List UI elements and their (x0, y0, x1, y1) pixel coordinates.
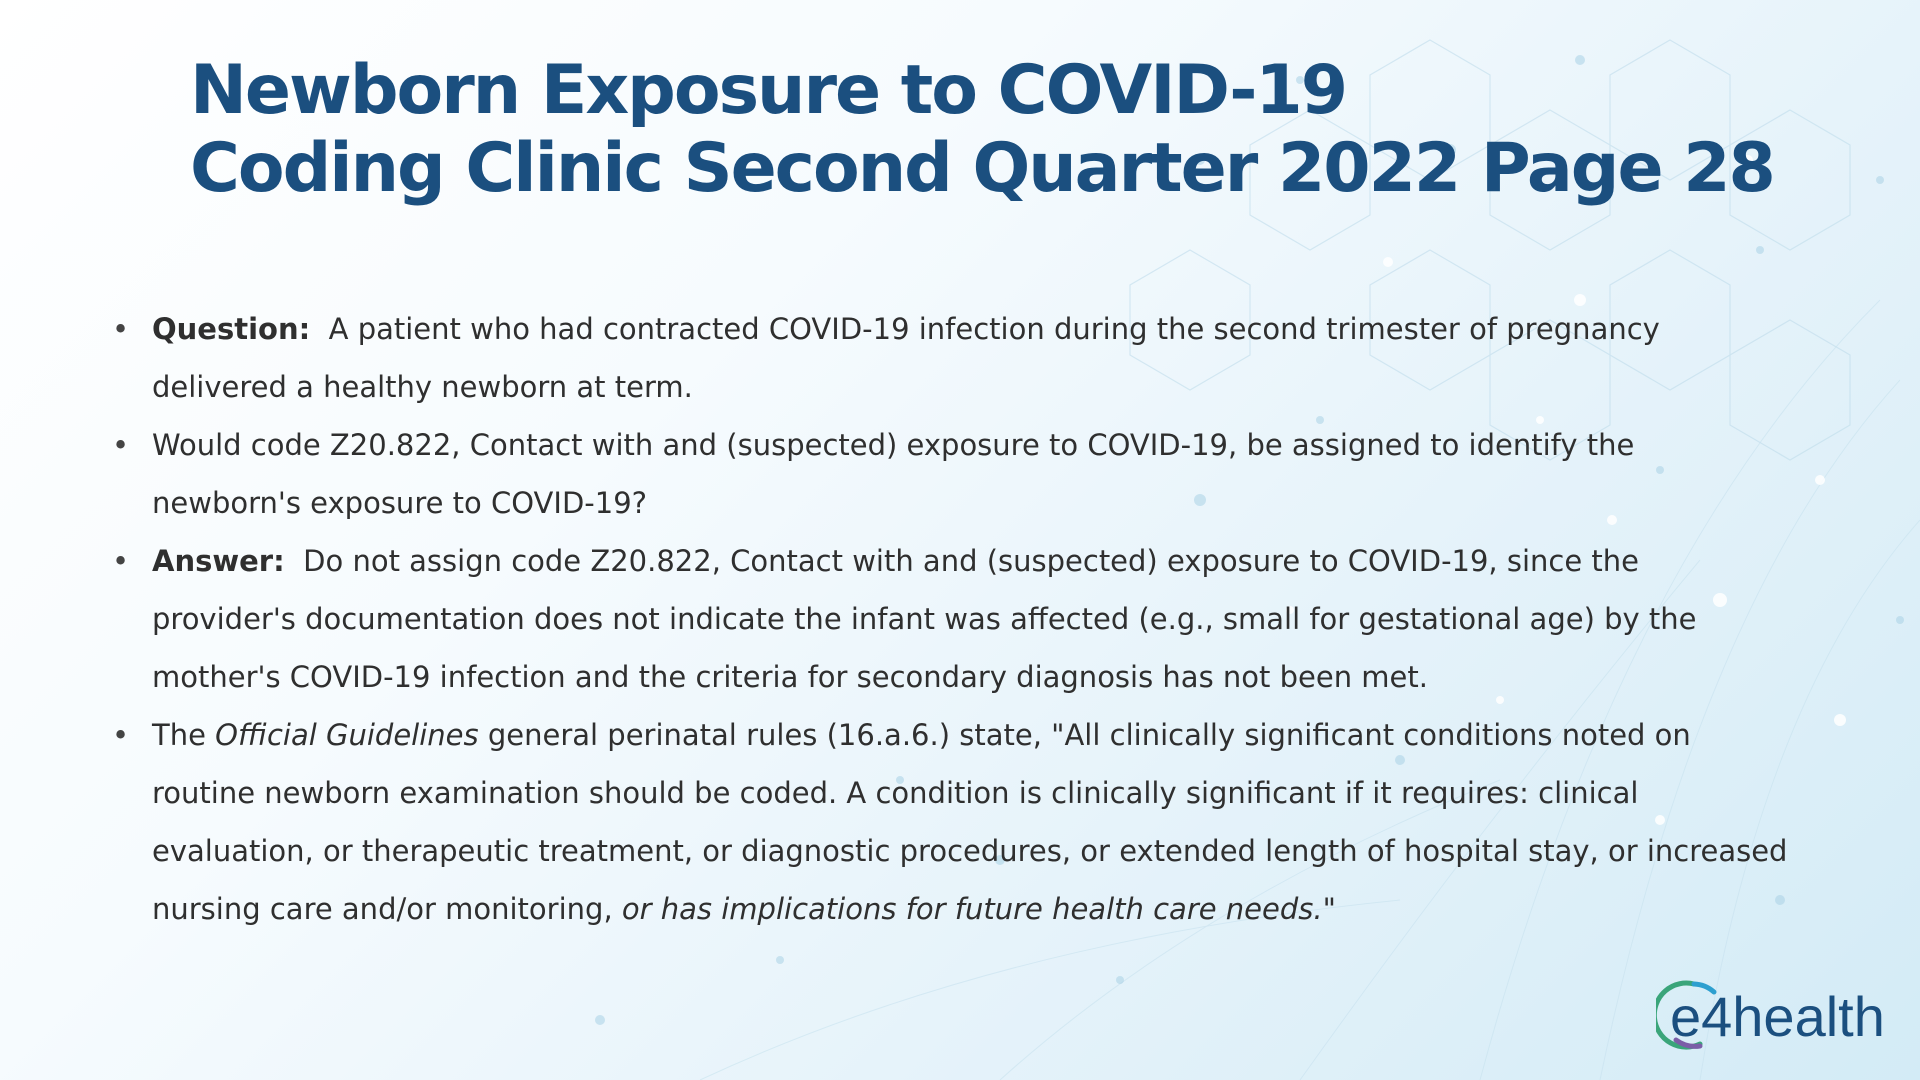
guidelines-closing-quote: " (1322, 892, 1336, 926)
guidelines-italic-end: or has implications for future health care needs. (621, 892, 1323, 926)
title-line-1: Newborn Exposure to COVID-19 (190, 51, 1347, 130)
bullet-answer (112, 532, 1792, 706)
answer-text: Do not assign code Z20.822, Contact with and (suspected) exposure to COVID-19, since the provider's documentation does not indicate the infant was affected (e.g., small for gestational age) by the mother's COVID-19 infection and the criteria for secondary diagnosis has not been met. (152, 544, 1697, 694)
title-line-2: Coding Clinic Second Quarter 2022 Page 28 (190, 129, 1774, 208)
guidelines-prefix: The (152, 718, 206, 752)
guidelines-title: Official Guidelines (215, 718, 479, 752)
e4health-logo (1656, 970, 1896, 1060)
answer-label: Answer: (152, 544, 285, 578)
bullet-list (112, 300, 1792, 938)
followup-question-text: Would code Z20.822, Contact with and (suspected) exposure to COVID-19, be assigned to identify the newborn's exposure to COVID-19? (152, 428, 1635, 520)
guidelines-text: general perinatal rules (16.a.6.) state, "All clinically significant conditions noted on routine newborn examination should be coded. A condition is clinically significant if it requires: clinical evaluation, or therapeutic treatment, or diagnostic procedures, or extended length of hospital stay, or increased nursing care and/or monitoring, (152, 718, 1788, 926)
bullet-followup-question (112, 416, 1792, 532)
question-text: A patient who had contracted COVID-19 infection during the second trimester of pregnancy delivered a healthy newborn at term. (152, 312, 1660, 404)
slide-title (190, 52, 1790, 208)
bullet-guidelines (112, 706, 1792, 938)
question-label: Question: (152, 312, 311, 346)
logo-text: e4health (1670, 985, 1885, 1048)
bullet-question (112, 300, 1792, 416)
